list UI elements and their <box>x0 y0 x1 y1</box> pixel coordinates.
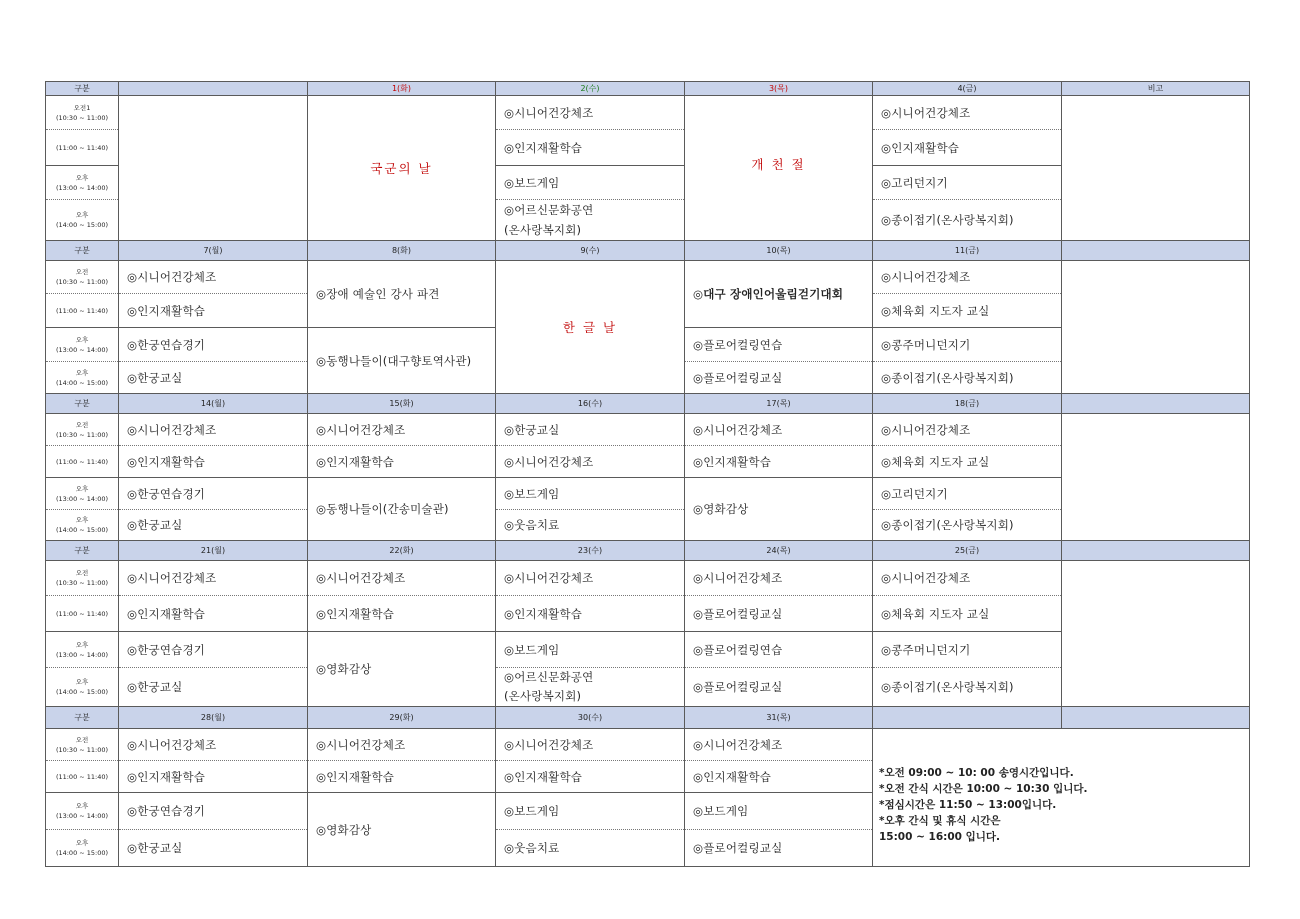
program-cell: ◎시니어건강체조 <box>496 446 685 478</box>
program-cell: ◎시니어건강체조 <box>308 729 496 761</box>
day-header: 9(수) <box>496 241 685 261</box>
week5-header-row <box>46 707 1250 729</box>
program-cell: ◎콩주머니던지기 <box>873 328 1062 362</box>
program-cell: ◎동행나들이(대구향토역사관) <box>308 328 496 394</box>
note-line: *오전 간식 시간은 10:00 ~ 10:30 입니다. <box>879 782 1088 795</box>
program-cell: ◎시니어건강체조 <box>496 561 685 596</box>
program-cell: ◎한궁교실 <box>119 362 308 394</box>
week3-header-row <box>46 394 1250 414</box>
remarks-header <box>1062 541 1250 561</box>
remarks-cell <box>1062 261 1250 394</box>
program-cell: ◎한궁연습경기 <box>119 793 308 830</box>
program-cell: ◎한궁교실 <box>119 510 308 541</box>
day-header: 14(월) <box>119 394 308 414</box>
program-cell: ◎한궁교실 <box>496 414 685 446</box>
program-cell: ◎영화감상 <box>308 632 496 707</box>
program-cell: ◎보드게임 <box>496 166 685 200</box>
label-cell: 구분 <box>46 707 119 729</box>
time-slot: (11:00 ~ 11:40) <box>46 130 119 166</box>
program-cell: ◎인지재활학습 <box>308 596 496 632</box>
program-cell: ◎시니어건강체조 <box>119 261 308 294</box>
program-cell: ◎시니어건강체조 <box>119 414 308 446</box>
label-cell: 구분 <box>46 541 119 561</box>
program-cell: ◎보드게임 <box>496 632 685 668</box>
time-slot: (11:00 ~ 11:40) <box>46 596 119 632</box>
program-cell: ◎체육회 지도자 교실 <box>873 446 1062 478</box>
program-cell: ◎시니어건강체조 <box>873 261 1062 294</box>
label-cell: 구분 <box>46 394 119 414</box>
program-cell: ◎종이접기(온사랑복지회) <box>873 362 1062 394</box>
time-slot: 오전 (10:30 ~ 11:00) <box>46 561 119 596</box>
day-header: 30(수) <box>496 707 685 729</box>
program-cell: ◎종이접기(온사랑복지회) <box>873 668 1062 707</box>
time-slot: 오후 (13:00 ~ 14:00) <box>46 328 119 362</box>
day-header: 3(목) <box>685 82 873 96</box>
program-cell: ◎한궁연습경기 <box>119 328 308 362</box>
program-cell: ◎콩주머니던지기 <box>873 632 1062 668</box>
day-header: 15(화) <box>308 394 496 414</box>
program-cell: ◎인지재활학습 <box>308 446 496 478</box>
time-slot: 오후 (14:00 ~ 15:00) <box>46 510 119 541</box>
remarks-cell <box>1062 561 1250 707</box>
program-cell: ◎보드게임 <box>685 793 873 830</box>
day-header: 16(수) <box>496 394 685 414</box>
week1-header-row <box>46 82 1250 96</box>
day-header: 21(월) <box>119 541 308 561</box>
day-header: 31(목) <box>685 707 873 729</box>
program-cell: ◎인지재활학습 <box>873 130 1062 166</box>
program-cell: ◎인지재활학습 <box>496 761 685 793</box>
empty-cell <box>119 96 308 241</box>
day-header: 29(화) <box>308 707 496 729</box>
remarks-cell <box>1062 96 1250 241</box>
program-cell: ◎인지재활학습 <box>119 761 308 793</box>
program-cell: ◎웃음치료 <box>496 510 685 541</box>
program-cell: ◎영화감상 <box>308 793 496 867</box>
program-cell: ◎인지재활학습 <box>119 596 308 632</box>
program-cell: ◎인지재활학습 <box>685 761 873 793</box>
program-cell: ◎인지재활학습 <box>119 446 308 478</box>
day-header <box>119 82 308 96</box>
time-slot: (11:00 ~ 11:40) <box>46 294 119 328</box>
note-line: *오전 09:00 ~ 10: 00 송영시간입니다. <box>879 766 1074 779</box>
notes-cell <box>873 729 1250 867</box>
day-header: 28(월) <box>119 707 308 729</box>
remarks-header <box>1062 241 1250 261</box>
program-cell: ◎종이접기(온사랑복지회) <box>873 200 1062 241</box>
time-slot: (11:00 ~ 11:40) <box>46 761 119 793</box>
day-header: 1(화) <box>308 82 496 96</box>
program-cell: ◎보드게임 <box>496 793 685 830</box>
day-header: 7(월) <box>119 241 308 261</box>
day-header <box>873 707 1062 729</box>
program-cell: ◎시니어건강체조 <box>496 729 685 761</box>
program-cell: ◎인지재활학습 <box>496 130 685 166</box>
program-cell: ◎체육회 지도자 교실 <box>873 294 1062 328</box>
day-header: 10(목) <box>685 241 873 261</box>
program-cell: ◎어르신문화공연 (온사랑복지회) <box>496 200 685 241</box>
program-cell: ◎한궁교실 <box>119 830 308 867</box>
week4-header-row <box>46 541 1250 561</box>
remarks-header <box>1062 707 1250 729</box>
program-cell: ◎인지재활학습 <box>308 761 496 793</box>
day-header: 11(금) <box>873 241 1062 261</box>
program-cell: ◎플로어컬링연습 <box>685 328 873 362</box>
time-slot: 오후 (14:00 ~ 15:00) <box>46 830 119 867</box>
time-slot: 오전1 (10:30 ~ 11:00) <box>46 96 119 130</box>
program-cell: ◎시니어건강체조 <box>496 96 685 130</box>
day-header: 8(화) <box>308 241 496 261</box>
program-cell: ◎체육회 지도자 교실 <box>873 596 1062 632</box>
label-cell: 구분 <box>46 241 119 261</box>
time-slot: 오후 (14:00 ~ 15:00) <box>46 362 119 394</box>
program-cell: ◎플로어컬링교실 <box>685 668 873 707</box>
day-header: 23(수) <box>496 541 685 561</box>
day-header: 17(목) <box>685 394 873 414</box>
program-cell: ◎대구 장애인어울림걷기대회 <box>685 261 873 328</box>
program-cell: ◎보드게임 <box>496 478 685 510</box>
program-cell: ◎시니어건강체조 <box>308 561 496 596</box>
program-cell: ◎동행나들이(간송미술관) <box>308 478 496 541</box>
holiday-cell: 국군의 날 <box>308 96 496 241</box>
program-cell: ◎시니어건강체조 <box>873 561 1062 596</box>
time-slot: 오전 (10:30 ~ 11:00) <box>46 261 119 294</box>
day-header: 24(목) <box>685 541 873 561</box>
time-slot: 오후 (14:00 ~ 15:00) <box>46 200 119 241</box>
program-cell: ◎시니어건강체조 <box>685 414 873 446</box>
program-cell: ◎종이접기(온사랑복지회) <box>873 510 1062 541</box>
day-header: 25(금) <box>873 541 1062 561</box>
program-cell: ◎시니어건강체조 <box>873 414 1062 446</box>
remarks-cell <box>1062 414 1250 541</box>
day-header: 4(금) <box>873 82 1062 96</box>
program-cell: ◎플로어컬링교실 <box>685 596 873 632</box>
program-cell: ◎시니어건강체조 <box>308 414 496 446</box>
time-slot: 오전 (10:30 ~ 11:00) <box>46 414 119 446</box>
program-cell: ◎장애 예술인 강사 파견 <box>308 261 496 328</box>
time-slot: 오후 (13:00 ~ 14:00) <box>46 166 119 200</box>
note-line: 15:00 ~ 16:00 입니다. <box>879 830 1001 843</box>
day-header: 22(화) <box>308 541 496 561</box>
note-line: *점심시간은 11:50 ~ 13:00입니다. <box>879 798 1057 811</box>
program-cell: ◎시니어건강체조 <box>119 729 308 761</box>
remarks-header <box>1062 394 1250 414</box>
time-slot: 오전 (10:30 ~ 11:00) <box>46 729 119 761</box>
program-cell: ◎인지재활학습 <box>119 294 308 328</box>
program-cell: ◎한궁연습경기 <box>119 478 308 510</box>
note-line: *오후 간식 및 휴식 시간은 <box>879 814 1001 827</box>
week2-header-row <box>46 241 1250 261</box>
time-slot: 오후 (14:00 ~ 15:00) <box>46 668 119 707</box>
day-header: 2(수) <box>496 82 685 96</box>
program-cell: ◎시니어건강체조 <box>873 96 1062 130</box>
time-slot: 오후 (13:00 ~ 14:00) <box>46 793 119 830</box>
time-slot: 오후 (13:00 ~ 14:00) <box>46 478 119 510</box>
program-cell: ◎한궁연습경기 <box>119 632 308 668</box>
program-cell: ◎영화감상 <box>685 478 873 541</box>
program-cell: ◎시니어건강체조 <box>119 561 308 596</box>
program-cell: ◎시니어건강체조 <box>685 729 873 761</box>
label-cell: 구분 <box>46 82 119 96</box>
program-cell: ◎고리던지기 <box>873 478 1062 510</box>
program-cell: ◎고리던지기 <box>873 166 1062 200</box>
program-cell: ◎어르신문화공연 (온사랑복지회) <box>496 668 685 707</box>
holiday-cell: 개 천 절 <box>685 96 873 241</box>
time-slot: (11:00 ~ 11:40) <box>46 446 119 478</box>
program-cell: ◎플로어컬링교실 <box>685 362 873 394</box>
program-cell: ◎인지재활학습 <box>496 596 685 632</box>
program-cell: ◎한궁교실 <box>119 668 308 707</box>
monthly-schedule-table <box>45 81 1250 867</box>
holiday-cell: 한 글 날 <box>496 261 685 394</box>
time-slot: 오후 (13:00 ~ 14:00) <box>46 632 119 668</box>
program-cell: ◎시니어건강체조 <box>685 561 873 596</box>
program-cell: ◎플로어컬링연습 <box>685 632 873 668</box>
program-cell: ◎웃음치료 <box>496 830 685 867</box>
program-cell: ◎인지재활학습 <box>685 446 873 478</box>
remarks-header: 비고 <box>1062 82 1250 96</box>
day-header: 18(금) <box>873 394 1062 414</box>
program-cell: ◎플로어컬링교실 <box>685 830 873 867</box>
